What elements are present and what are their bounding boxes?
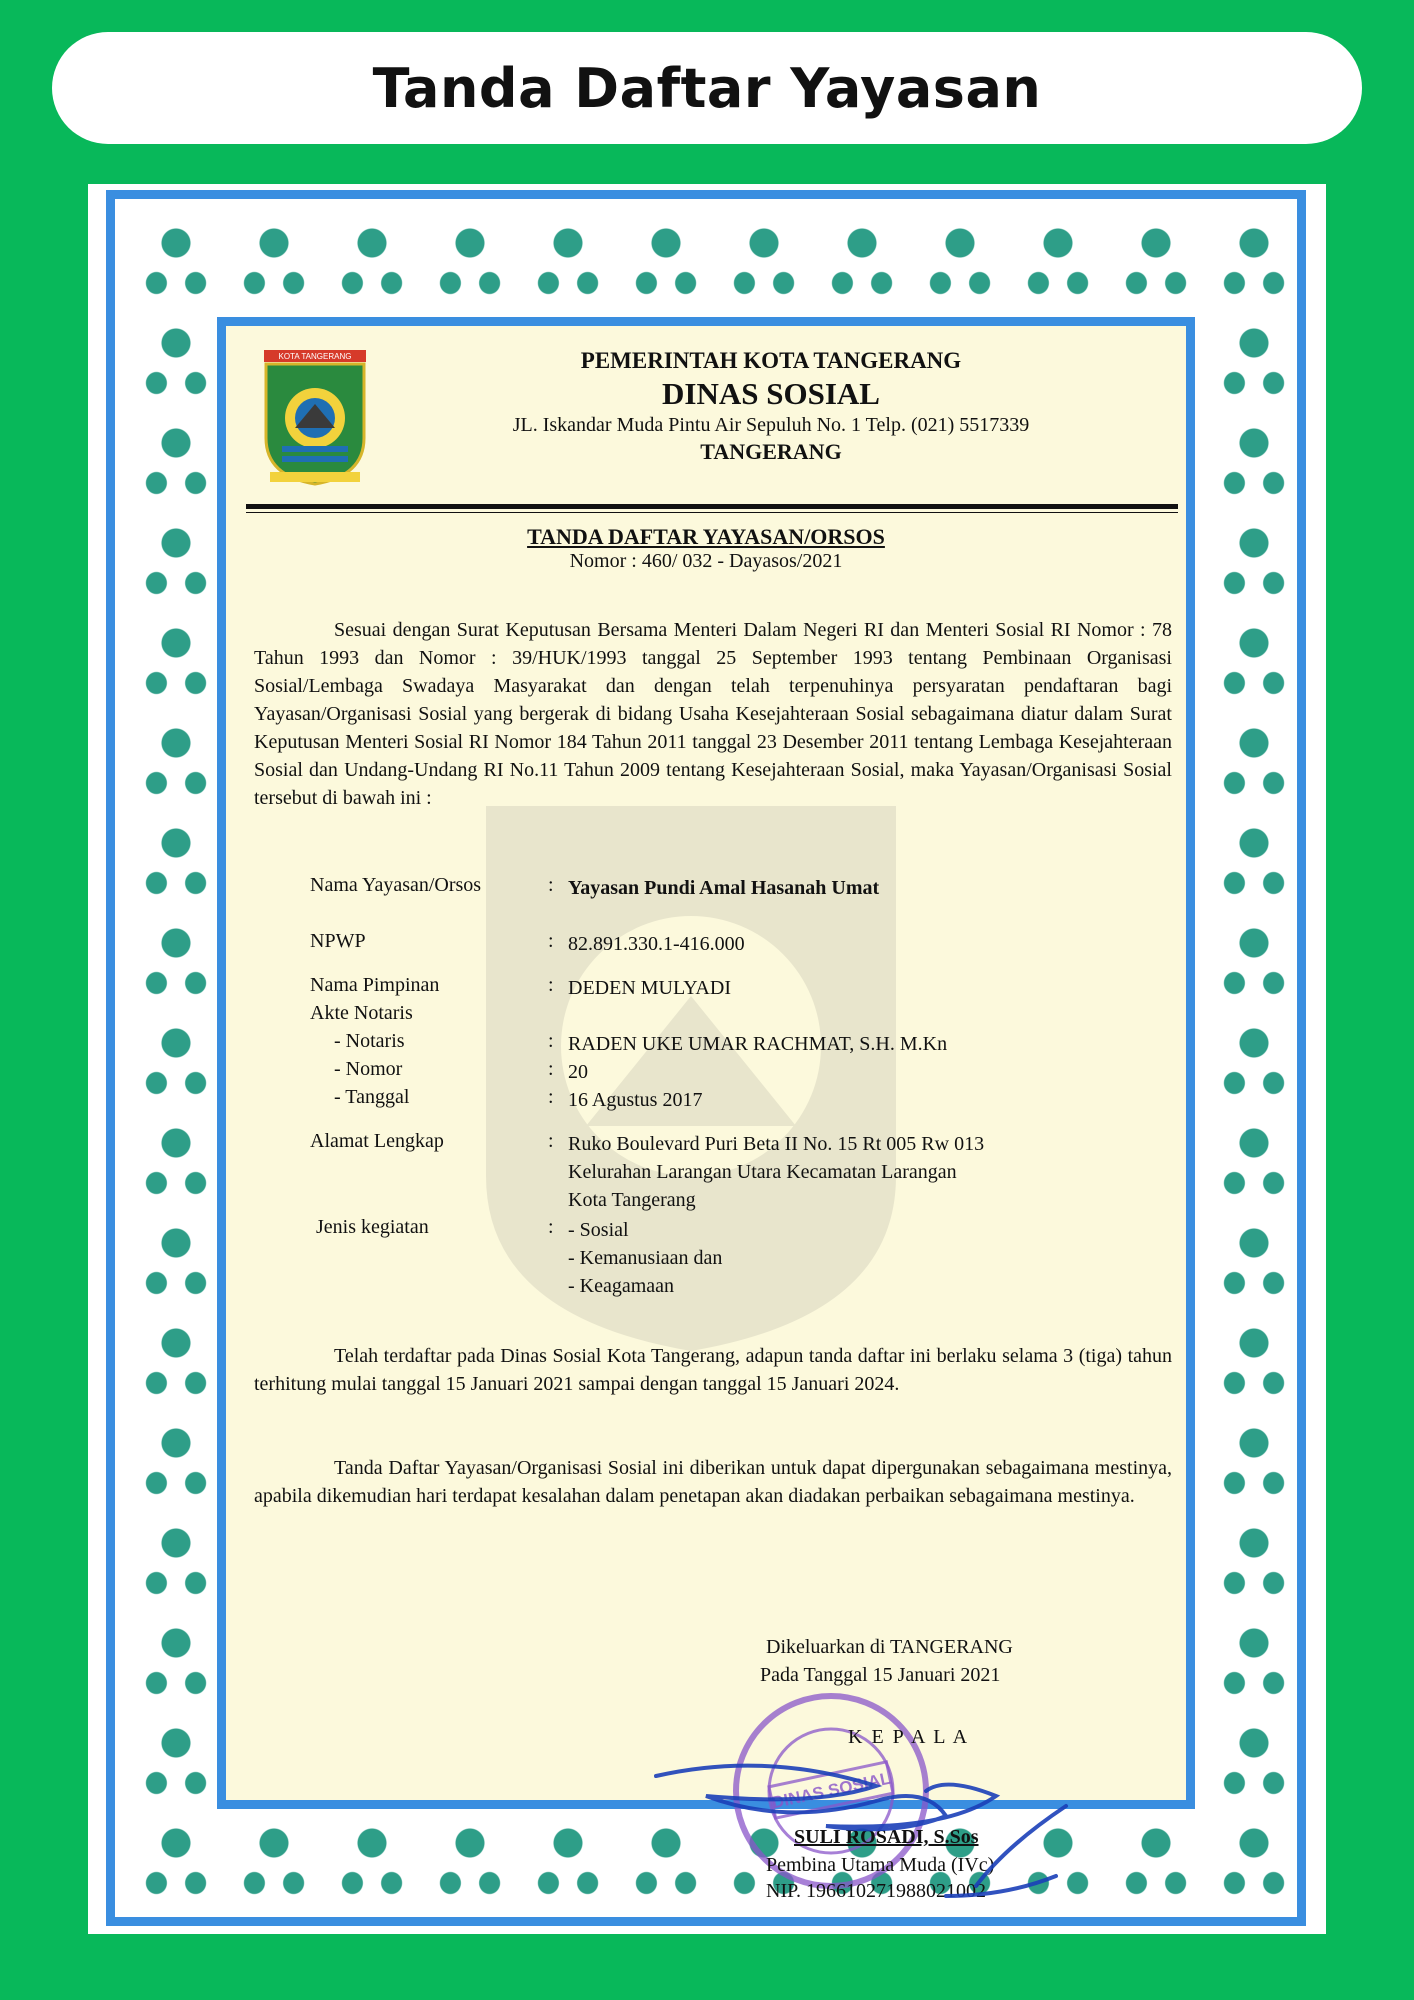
field-label: - Notaris: [334, 1030, 405, 1052]
page-banner: [52, 32, 1362, 144]
paragraph-legal-basis: [254, 616, 1172, 812]
field-label: - Tanggal: [334, 1086, 410, 1108]
field-value: 16 Agustus 2017: [568, 1089, 703, 1111]
letterhead: [376, 348, 1166, 465]
paragraph-usage-text: Tanda Daftar Yayasan/Organisasi Sosial ini diberikan untuk dapat dipergunakan sebagaimana mestinya, apabila dikemudian hari terdapat kesalahan dalam penetapan akan diadakan perbaikan sebagaimana mestinya.: [254, 1457, 1172, 1507]
paragraph-legal-basis-text: Sesuai dengan Surat Keputusan Bersama Menteri Dalam Negeri RI dan Menteri Sosial RI Nomor : 78 Tahun 1993 dan Nomor : 39/HUK/1993 tanggal 25 September 1993 tentang Pembinaan Organisasi Sosial/Lembaga Swadaya Masyarakat dan dengan telah terpenuhinya persyaratan pendaftaran bagi Yayasan/Organisasi Sosial yang bergerak di bidang Usaha Kesejahteraan Sosial sebagaimana diatur dalam Surat Keputusan Menteri Sosial RI Nomor 184 Tahun 2011 tanggal 23 Desember 2011 tentang Lembaga Kesejahteraan Sosial dan Undang-Undang RI No.11 Tahun 2009 tentang Kesejahteraan Sosial, maka Yayasan/Organisasi Sosial tersebut di bawah ini :: [254, 619, 1172, 809]
field-label: Nama Pimpinan: [310, 974, 440, 996]
handwritten-signature-icon: [646, 1746, 1126, 1906]
svg-text:DINAS SOSIAL: DINAS SOSIAL: [769, 1768, 893, 1813]
letterhead-rule: [246, 504, 1178, 509]
document-number: Nomor : 460/ 032 - Dayasos/2021: [569, 550, 843, 572]
address-line: Kota Tangerang: [568, 1189, 696, 1211]
field-colon: :: [548, 1130, 554, 1152]
issued-date: Pada Tanggal 15 Januari 2021: [760, 1664, 1001, 1686]
activity-line: - Sosial: [568, 1219, 629, 1241]
field-value: [568, 1216, 1128, 1300]
letterhead-address: JL. Iskandar Muda Pintu Air Sepuluh No. 1 Telp. (021) 5517339: [512, 414, 1030, 436]
field-colon: :: [548, 1030, 554, 1052]
field-label: Nama Yayasan/Orsos: [310, 874, 482, 896]
issued-at: Dikeluarkan di TANGERANG: [766, 1636, 1013, 1658]
field-value: Yayasan Pundi Amal Hasanah Umat: [568, 877, 880, 899]
field-label: Jenis kegiatan: [316, 1216, 429, 1238]
field-colon: :: [548, 974, 554, 996]
svg-text:KOTA TANGERANG: KOTA TANGERANG: [278, 352, 352, 361]
page-title: Tanda Daftar Yayasan: [372, 56, 1042, 120]
field-npwp: [310, 930, 1128, 958]
field-tanggal: [310, 1086, 1128, 1114]
paragraph-usage: [254, 1454, 1172, 1510]
field-nomor: [310, 1058, 1128, 1086]
document-title: TANDA DAFTAR YAYASAN/ORSOS: [527, 524, 885, 549]
address-line: Kelurahan Larangan Utara Kecamatan Larangan: [568, 1161, 957, 1183]
certificate-outer-border: [106, 190, 1306, 1926]
certificate-paper: [226, 326, 1186, 1902]
paragraph-validity: [254, 1342, 1172, 1398]
field-label: Akte Notaris: [310, 1002, 413, 1024]
field-notaris: [310, 1030, 1128, 1058]
field-label: - Nomor: [334, 1058, 403, 1080]
letterhead-government: PEMERINTAH KOTA TANGERANG: [580, 348, 962, 373]
certificate-inner-border: [217, 317, 1195, 1902]
field-colon: :: [548, 930, 554, 952]
field-colon: :: [548, 874, 554, 896]
city-logo-icon: [260, 348, 370, 488]
activity-line: - Kemanusiaan dan: [568, 1247, 723, 1269]
signatory-rank: Pembina Utama Muda (IVc): [766, 1854, 995, 1876]
document-title-block: [226, 524, 1186, 573]
field-value: 82.891.330.1-416.000: [568, 933, 745, 955]
field-colon: :: [548, 1058, 554, 1080]
letterhead-city: TANGERANG: [700, 439, 842, 464]
letterhead-rule-thin: [246, 512, 1178, 513]
field-colon: :: [548, 1086, 554, 1108]
signatory-name: SULI ROSADI, S.Sos: [794, 1826, 979, 1848]
field-value: RADEN UKE UMAR RACHMAT, S.H. M.Kn: [568, 1033, 948, 1055]
field-value: DEDEN MULYADI: [568, 977, 731, 999]
field-value: 20: [568, 1061, 588, 1083]
field-jenis: [310, 1216, 1128, 1300]
field-akte: [310, 1002, 548, 1025]
paragraph-validity-text: Telah terdaftar pada Dinas Sosial Kota Tangerang, adapun tanda daftar ini berlaku selama 3 (tiga) tahun terhitung mulai tanggal 15 Januari 2021 sampai dengan tanggal 15 Januari 2024.: [254, 1345, 1172, 1395]
field-nama: [310, 874, 1128, 902]
letterhead-agency: DINAS SOSIAL: [662, 376, 880, 411]
field-value: [568, 1130, 1128, 1214]
field-label: Alamat Lengkap: [310, 1130, 444, 1152]
address-line: Ruko Boulevard Puri Beta II No. 15 Rt 005 Rw 013: [568, 1133, 985, 1155]
activity-line: - Keagamaan: [568, 1275, 675, 1297]
field-colon: :: [548, 1216, 554, 1238]
certificate-image: [88, 184, 1326, 1934]
field-alamat: [310, 1130, 1128, 1214]
field-label: NPWP: [310, 930, 366, 952]
signatory-position: K E P A L A: [848, 1726, 970, 1748]
field-pimpinan: [310, 974, 1128, 1002]
signatory-nip: NIP. 196610271988021002: [766, 1880, 987, 1902]
